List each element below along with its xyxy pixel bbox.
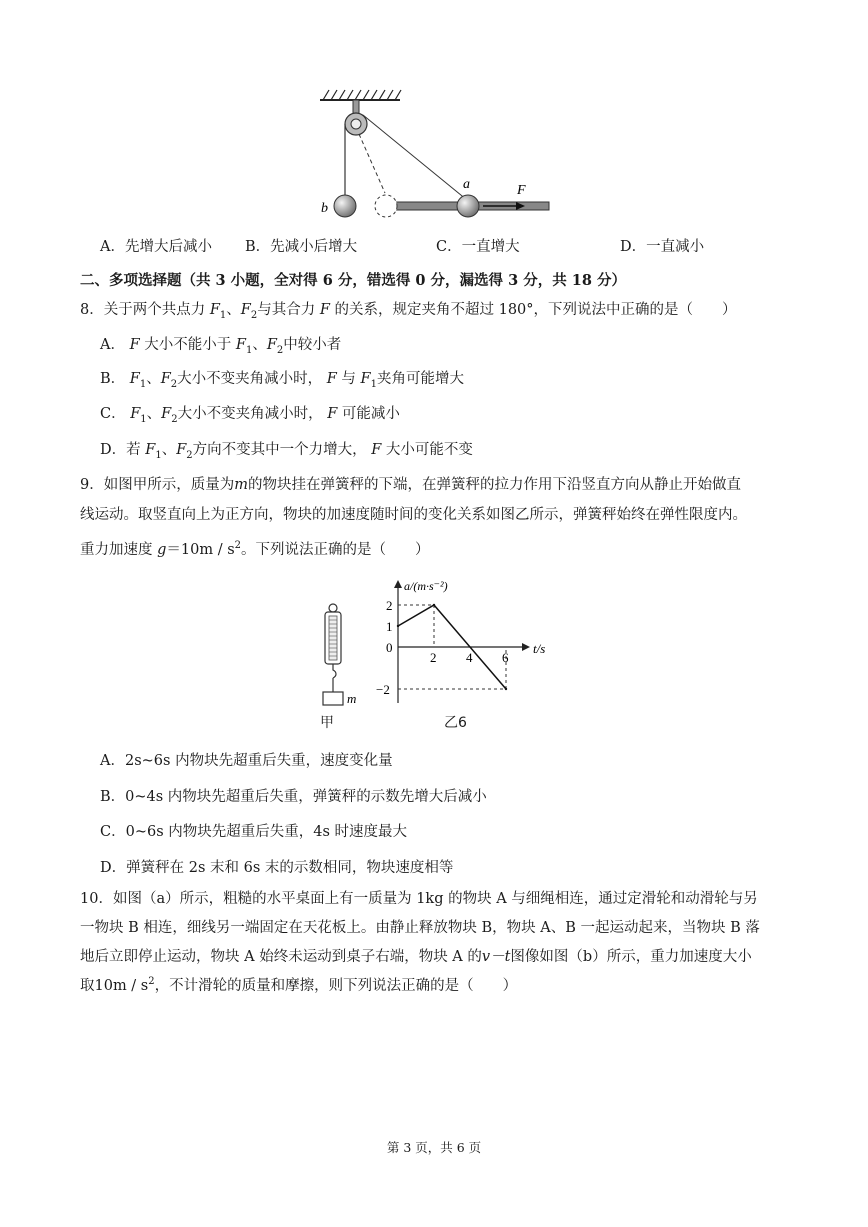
y-tick-label: 1: [386, 619, 393, 634]
q9-option-b: B．0~4s 内物块先超重后失重，弹簧秤的示数先增大后减小: [100, 789, 487, 805]
data-point: [505, 688, 507, 690]
q10-line-1: 10．如图（a）所示，粗糙的水平桌面上有一质量为 1kg 的物块 A 与细绳相连，通过定滑轮和动滑轮与另: [80, 891, 758, 907]
x-tick-label: 4: [466, 650, 473, 665]
q9-line-2: 线运动。取竖直向上为正方向，物块的加速度随时间的变化关系如图乙所示，弹簧秤始终在弹性限度内。: [80, 507, 747, 523]
fig-jia-label: 甲: [320, 715, 334, 731]
q7-option-d: D．一直减小: [620, 239, 705, 255]
y-tick-label: 0: [386, 640, 393, 655]
x-axis-arrow: [522, 643, 530, 651]
y-tick-label: −2: [376, 682, 390, 697]
ball-a: [457, 195, 479, 217]
mass-label: m: [347, 691, 357, 706]
q7-option-a: A．先增大后减小: [100, 239, 212, 255]
fig-yi-label: 乙6: [444, 715, 467, 731]
label-b: b: [321, 201, 328, 216]
data-point: [397, 625, 399, 627]
q10-line-3: 地后立即停止运动，物块 A 始终未运动到桌子右端，物块 A 的v－t图像如图（b）所示，重力加速度大小: [80, 949, 752, 965]
q7-option-b: B．先减小后增大: [245, 239, 358, 255]
x-axis-label: t/s: [533, 641, 546, 656]
q10-line-2: 一物块 B 相连，细线另一端固定在天花板上。由静止释放物块 B，物块 A、B 一起运动起来，当物块 B 落: [80, 920, 760, 936]
pulley-figure: [315, 88, 555, 223]
y-axis-arrow: [394, 580, 402, 588]
label-a: a: [463, 177, 470, 192]
q8-option-a: A． F 大小不能小于 $F_1$、$F_2$中较小者: [100, 337, 342, 356]
ball-b: [334, 195, 356, 217]
label-F: F: [517, 183, 526, 198]
q8-option-d: D．若 $F_1$、$F_2$方向不变其中一个力增大， F 大小可能不变: [100, 442, 473, 461]
q7-option-c: C．一直增大: [436, 239, 520, 255]
q9-option-c: C．0~6s 内物块先超重后失重，4s 时速度最大: [100, 824, 408, 840]
q10-line-4: 取$10m / s^2$，不计滑轮的质量和摩擦，则下列说法正确的是（ ）: [80, 976, 518, 994]
q9-line-1: 9．如图甲所示，质量为m的物块挂在弹簧秤的下端，在弹簧秤的拉力作用下沿竖直方向从静止开始做直: [80, 477, 741, 493]
q8-stem: 8．关于两个共点力 $F_1$、$F_2$与其合力 F 的关系，规定夹角不超过 180°，下列说法中正确的是（ ）: [80, 302, 737, 321]
acceleration-time-chart: [360, 574, 560, 704]
q9-line-3: 重力加速度 $g=10m / s^2$。下列说法正确的是（ ）: [80, 540, 430, 558]
q9-option-d: D．弹簧秤在 2s 末和 6s 末的示数相同，物块速度相等: [100, 860, 454, 876]
q8-option-b: B． $F_1$、$F_2$大小不变夹角减小时， F 与 $F_1$夹角可能增大: [100, 371, 464, 390]
section-title: 二、多项选择题（共 3 小题，全对得 6 分，错选得 0 分，漏选得 3 分，共 18 分）: [80, 272, 627, 289]
y-tick-label: 2: [386, 598, 393, 613]
data-point: [433, 604, 435, 606]
q9-option-a: A．2s~6s 内物块先超重后失重，速度变化量: [100, 753, 393, 769]
x-tick-label: 6: [502, 650, 509, 665]
page-footer: 第 3 页，共 6 页: [386, 1140, 482, 1155]
mass-block: [323, 692, 343, 705]
q8-option-c: C． $F_1$、$F_2$大小不变夹角减小时， F 可能减小: [100, 406, 400, 425]
x-tick-label: 2: [430, 650, 437, 665]
y-axis-label: a/(m·s⁻²): [404, 579, 448, 593]
